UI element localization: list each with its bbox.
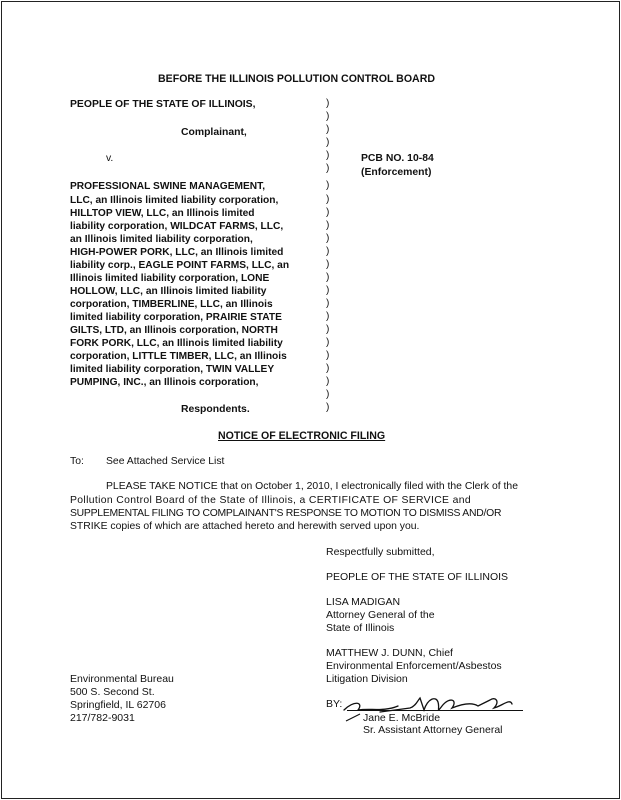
address-line: Springfield, IL 62706: [70, 699, 166, 711]
paren-mark: ): [326, 259, 330, 270]
by-label: BY:: [326, 698, 343, 710]
to-value: See Attached Service List: [106, 456, 225, 467]
respondent-line: corporation, LITTLE TIMBER, LLC, an Illinois: [70, 351, 287, 362]
notice-title: NOTICE OF ELECTRONIC FILING: [218, 430, 386, 442]
signature-line: [347, 710, 523, 711]
paren-mark: ): [326, 272, 330, 283]
paren-mark: ): [326, 163, 330, 174]
paren-mark: ): [326, 376, 330, 387]
plaintiff-role: Complainant,: [181, 127, 247, 138]
paren-mark: ): [326, 137, 330, 148]
paren-mark: ): [326, 220, 330, 231]
respectfully-submitted: Respectfully submitted,: [326, 546, 435, 558]
chief-title: Environmental Enforcement/Asbestos: [326, 660, 502, 672]
signer-name: Jane E. McBride: [363, 712, 441, 724]
respondent-line: FORK PORK, LLC, an Illinois limited liability: [70, 338, 283, 349]
paren-mark: ): [326, 285, 330, 296]
plaintiff-name: PEOPLE OF THE STATE OF ILLINOIS,: [70, 99, 256, 110]
paren-mark: ): [326, 98, 330, 109]
case-type: (Enforcement): [361, 167, 432, 178]
paren-mark: ): [326, 350, 330, 361]
party-name: PEOPLE OF THE STATE OF ILLINOIS: [326, 571, 509, 583]
paren-mark: ): [326, 337, 330, 348]
respondent-line: HIGH-POWER PORK, LLC, an Illinois limited: [70, 247, 284, 258]
paren-mark: ): [326, 207, 330, 218]
paren-mark: ): [326, 150, 330, 161]
respondent-line: PUMPING, INC., an Illinois corporation,: [70, 377, 259, 388]
versus: v.: [106, 153, 114, 164]
notice-body-line: PLEASE TAKE NOTICE that on October 1, 2010, I electronically filed with the Clerk of the: [106, 481, 518, 492]
respondent-line: limited liability corporation, TWIN VALLEY: [70, 364, 275, 375]
address-line: Environmental Bureau: [70, 673, 174, 685]
paren-mark: ): [326, 194, 330, 205]
signer-title: Sr. Assistant Attorney General: [363, 724, 503, 736]
board-title: BEFORE THE ILLINOIS POLLUTION CONTROL BOARD: [158, 73, 436, 85]
paren-mark: ): [326, 298, 330, 309]
to-label: To:: [70, 456, 84, 467]
case-number: PCB NO. 10-84: [361, 153, 434, 164]
respondent-line: GILTS, LTD, an Illinois corporation, NORTH: [70, 325, 278, 336]
chief-title: Litigation Division: [326, 673, 408, 685]
respondent-line: Illinois limited liability corporation, LONE: [70, 273, 270, 284]
respondent-line: corporation, TIMBERLINE, LLC, an Illinois: [70, 299, 273, 310]
respondent-line: PROFESSIONAL SWINE MANAGEMENT,: [70, 181, 266, 192]
paren-mark: ): [326, 324, 330, 335]
paren-mark: ): [326, 180, 330, 191]
ag-name: LISA MADIGAN: [326, 596, 401, 608]
respondent-line: liability corporation, WILDCAT FARMS, LLC,: [70, 221, 284, 232]
notice-body-line: SUPPLEMENTAL FILING TO COMPLAINANT'S RESPONSE TO MOTION TO DISMISS AND/OR: [70, 508, 502, 519]
chief-name: MATTHEW J. DUNN, Chief: [326, 647, 453, 659]
notice-body-line: STRIKE copies of which are attached hereto and herewith served upon you.: [70, 521, 420, 532]
paren-mark: ): [326, 246, 330, 257]
notice-body-line: Pollution Control Board of the State of Illinois, a CERTIFICATE OF SERVICE and: [70, 495, 471, 506]
paren-mark: ): [326, 363, 330, 374]
respondents-role: Respondents.: [181, 404, 250, 415]
respondent-line: HOLLOW, LLC, an Illinois limited liability: [70, 286, 267, 297]
paren-mark: ): [326, 402, 330, 413]
ag-title: Attorney General of the: [326, 609, 435, 621]
address-line: 217/782-9031: [70, 712, 135, 724]
paren-mark: ): [326, 233, 330, 244]
ag-title: State of Illinois: [326, 622, 395, 634]
respondent-line: limited liability corporation, PRAIRIE STATE: [70, 312, 282, 323]
respondent-line: an Illinois limited liability corporation,: [70, 234, 253, 245]
respondent-line: liability corp., EAGLE POINT FARMS, LLC, an: [70, 260, 290, 271]
paren-mark: ): [326, 111, 330, 122]
respondent-line: LLC, an Illinois limited liability corporation,: [70, 195, 279, 206]
paren-mark: ): [326, 389, 330, 400]
paren-mark: ): [326, 311, 330, 322]
respondent-line: HILLTOP VIEW, LLC, an Illinois limited: [70, 208, 255, 219]
address-line: 500 S. Second St.: [70, 686, 155, 698]
paren-mark: ): [326, 124, 330, 135]
